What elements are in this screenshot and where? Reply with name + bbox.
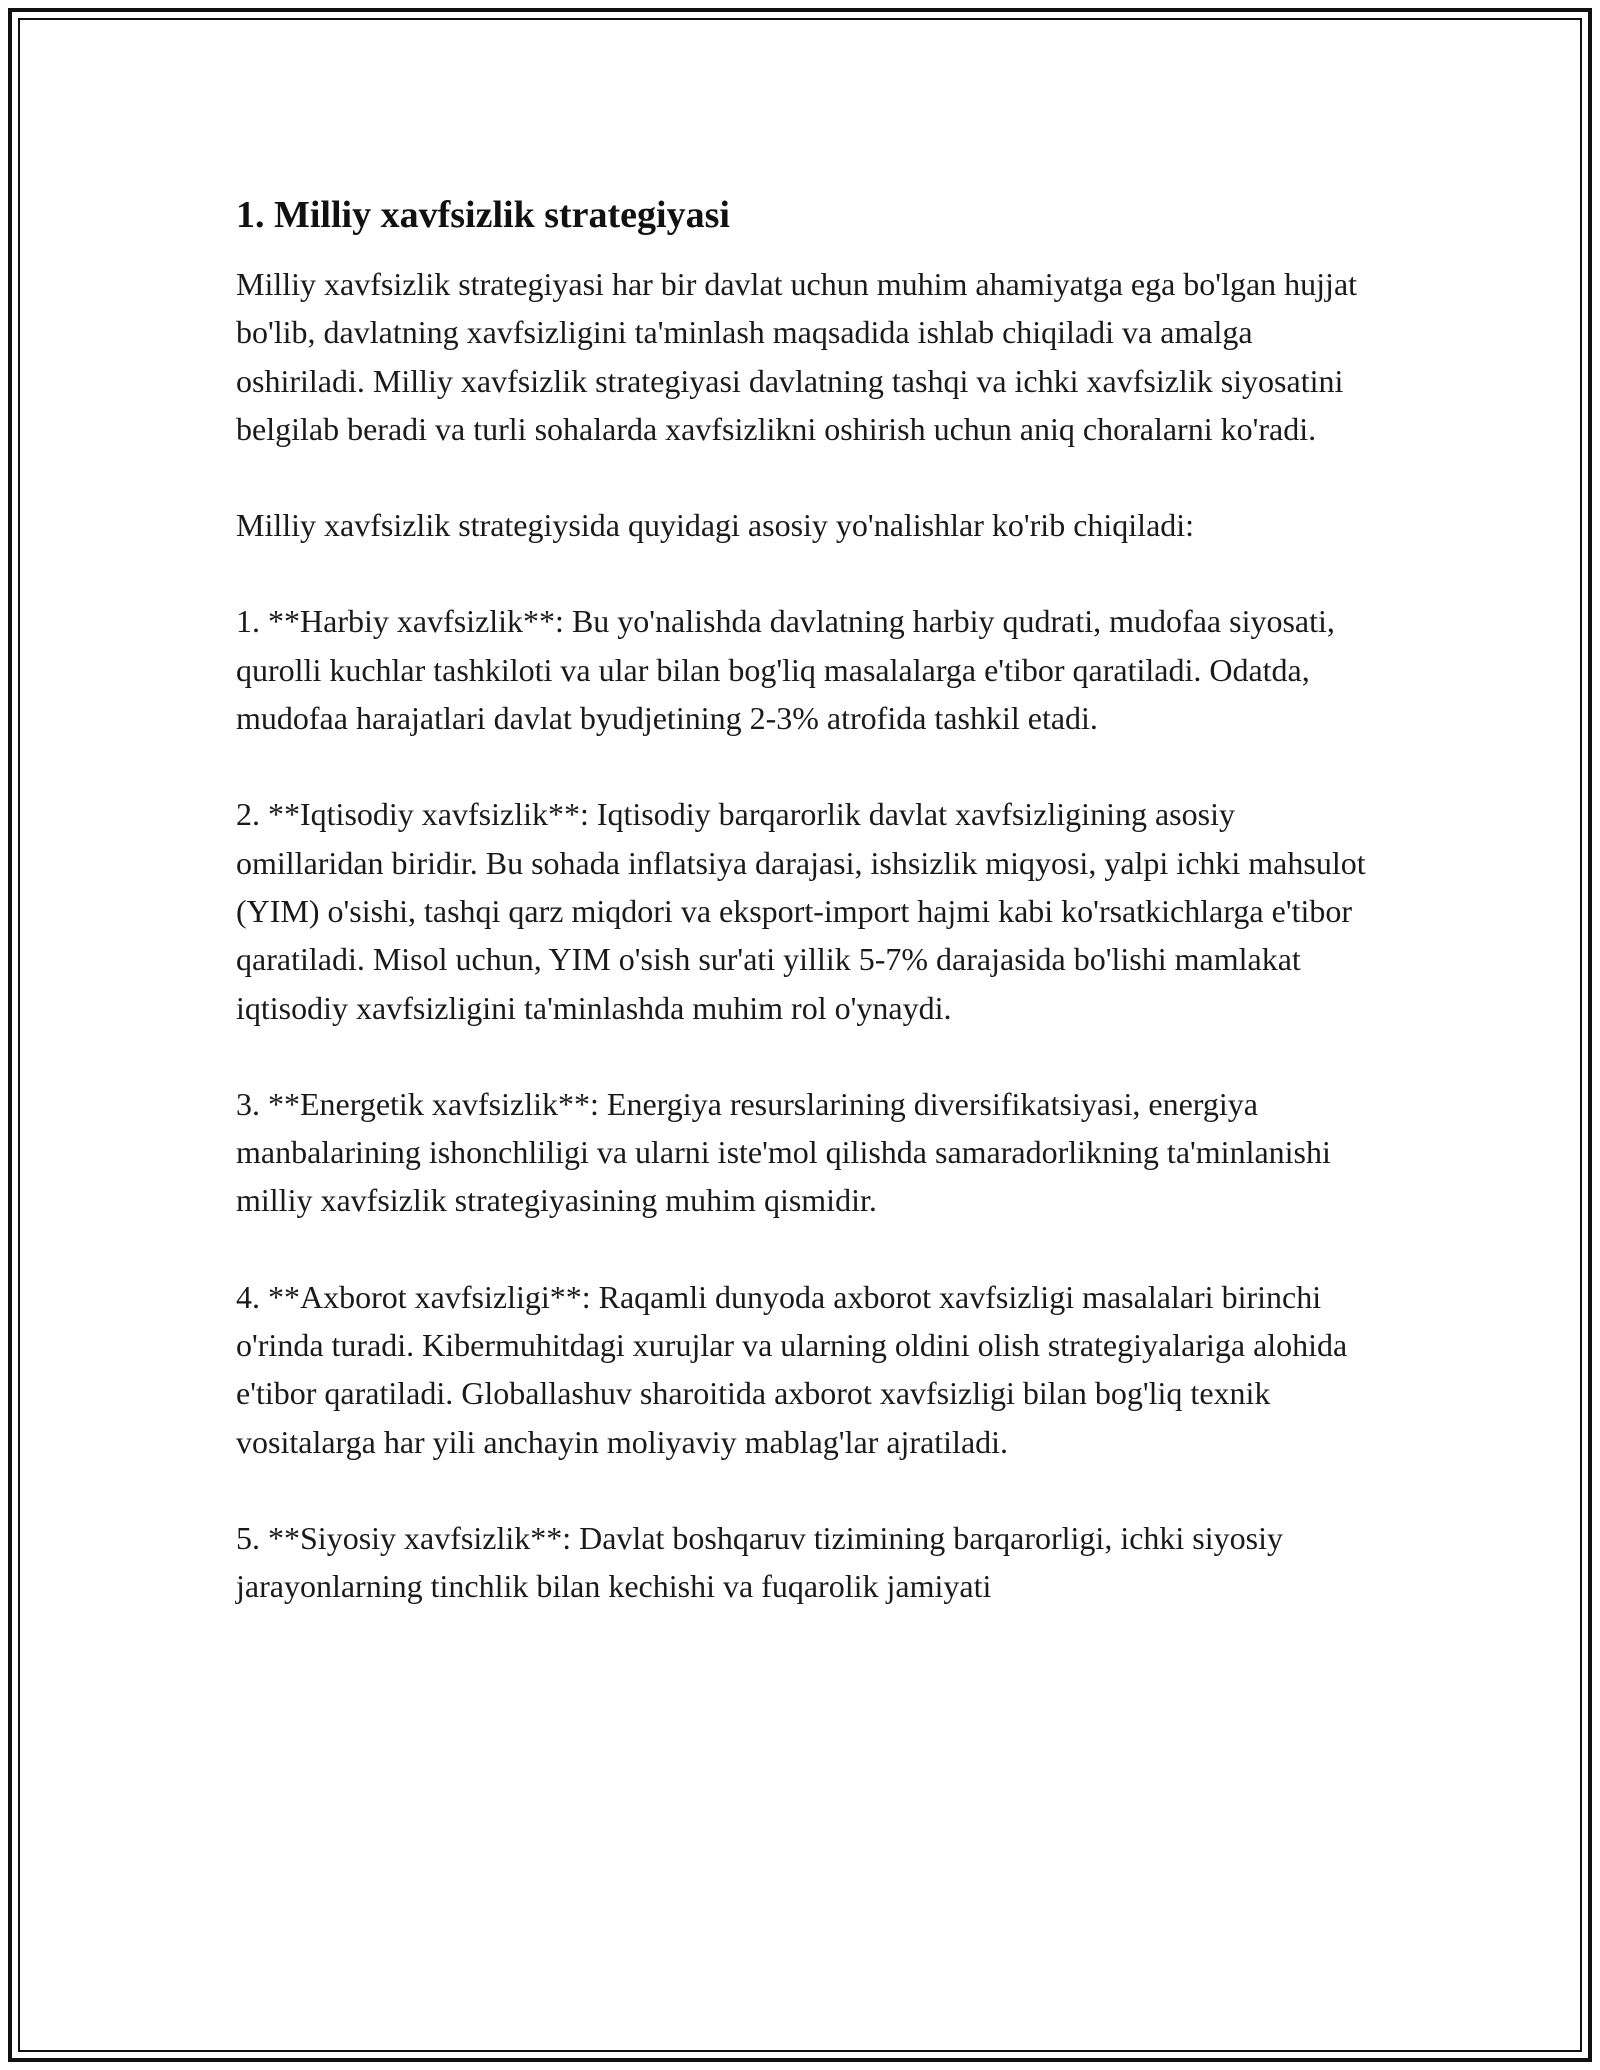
information-security-paragraph: 4. **Axborot xavfsizligi**: Raqamli dunyoda axborot xavfsizligi masalalari birinchi o'rinda turadi. Kibermuhitdagi xurujlar va ularning oldini olish strategiyalariga alohida e'tibor qaratiladi. Globallashuv sharoitida axborot xavfsizligi bilan bog'liq texnik vositalarga har yili anchayin moliyaviy mablag'lar ajratiladi. [236,1278,1348,1460]
directions-intro-paragraph: Milliy xavfsizlik strategiysida quyidagi asosiy yo'nalishlar ko'rib chiqiladi: [236,507,1195,544]
economic-security-paragraph: 2. **Iqtisodiy xavfsizlik**: Iqtisodiy barqarorlik davlat xavfsizligining asosiy omillaridan biridir. Bu sohada inflatsiya darajasi, ishsizlik miqyosi, yalpi ichki mahsulot (YIM) o'sishi, tashqi qarz miqdori va eksport-import hajmi kabi ko'rsatkichlarga e'tibor qaratiladi. Misol uchun, YIM o'sish sur'ati yillik 5-7% darajasida bo'lishi mamlakat iqtisodiy xavfsizligini ta'minlashda muhim rol o'ynaydi. [236,796,1366,1026]
military-security-paragraph: 1. **Harbiy xavfsizlik**: Bu yo'nalishda davlatning harbiy qudrati, mudofaa siyosati, qurolli kuchlar tashkiloti va ular bilan bog'liq masalalarga e'tibor qaratiladi. Odatda, mudofaa harajatlari davlat byudjetining 2-3% atrofida tashkil etadi. [236,603,1335,737]
political-security-paragraph: 5. **Siyosiy xavfsizlik**: Davlat boshqaruv tizimining barqarorligi, ichki siyosiy jarayonlarning tinchlik bilan kechishi va fuqarolik jamiyati [236,1519,1283,1605]
intro-paragraph: Milliy xavfsizlik strategiyasi har bir davlat uchun muhim ahamiyatga ega bo'lgan hujjat bo'lib, davlatning xavfsizligini ta'minlash maqsadida ishlab chiqiladi va amalga oshiriladi. Milliy xavfsizlik strategiyasi davlatning tashqi va ichki xavfsizlik siyosatini belgilab beradi va turli sohalarda xavfsizlikni oshirish uchun aniq choralarni ko'radi. [236,266,1358,447]
section-heading: 1. Milliy xavfsizlik strategiyasi [236,194,730,236]
energy-security-paragraph: 3. **Energetik xavfsizlik**: Energiya resurslarining diversifikatsiyasi, energiya manbalarining ishonchliligi va ularni iste'mol qilishda samaradorlikning ta'minlanishi milliy xavfsizlik strategiyasining muhim qismidir. [236,1085,1331,1219]
document-body [236,190,1386,1659]
